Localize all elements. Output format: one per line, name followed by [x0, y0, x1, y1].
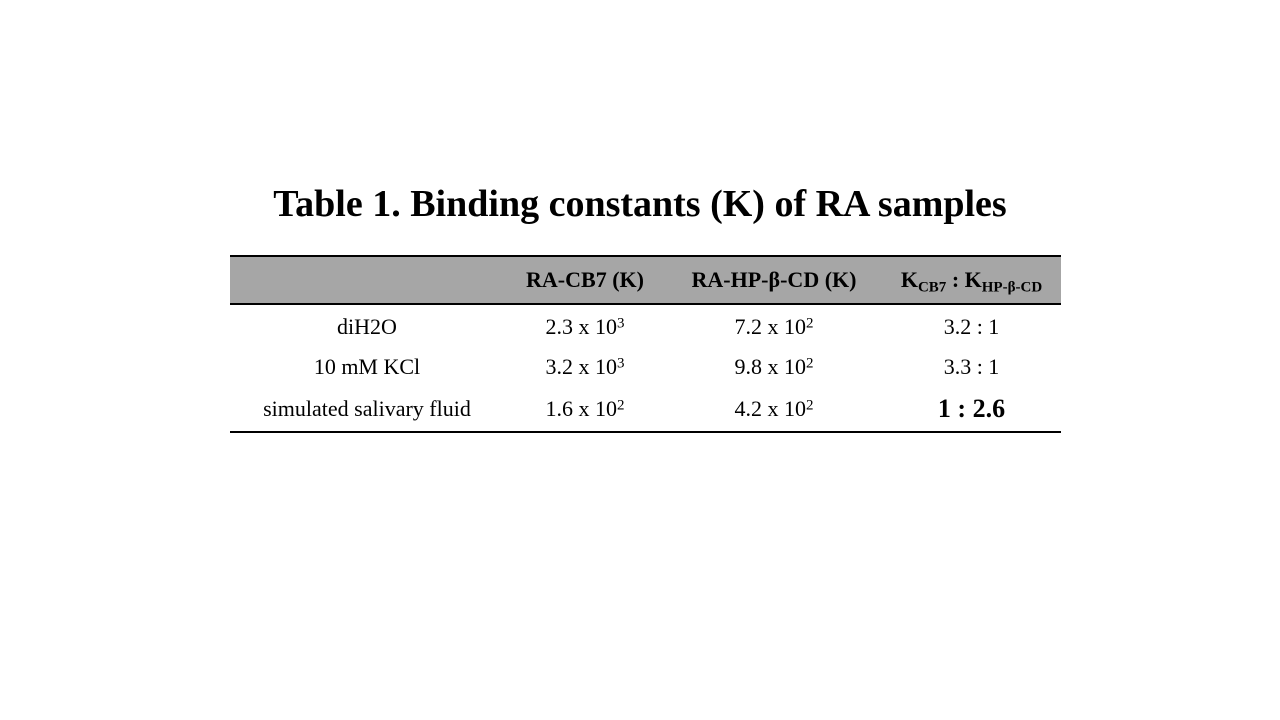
binding-constants-table	[230, 255, 1061, 433]
cb7-value-exponent: 3	[617, 355, 625, 372]
header-ra-hp-beta-cd: RA-HP-β-CD (K)	[666, 256, 882, 304]
header-ratio-k1: K	[900, 267, 918, 292]
cb7-value-exponent: 3	[617, 315, 625, 332]
hp-value-base: 4.2 x 10	[734, 396, 806, 421]
ratio-value: 3.2 : 1	[943, 314, 1000, 339]
row-label: simulated salivary fluid	[230, 387, 504, 432]
hp-value-exponent: 2	[806, 315, 814, 332]
hp-value-base: 7.2 x 10	[734, 314, 806, 339]
header-ratio-separator: :	[946, 267, 965, 292]
table-header	[230, 256, 1061, 304]
hp-value-exponent: 2	[806, 397, 814, 414]
header-ratio	[882, 256, 1061, 304]
header-ratio-k2-subscript: HP-β-CD	[981, 279, 1043, 296]
binding-constants-table-container	[230, 255, 1061, 433]
table-row	[230, 347, 1061, 387]
cb7-value	[504, 347, 666, 387]
table-row	[230, 304, 1061, 347]
hp-value	[666, 387, 882, 432]
header-ratio-k1-subscript: CB7	[917, 279, 947, 296]
ratio-value: 3.3 : 1	[943, 354, 1000, 379]
cb7-value-base: 1.6 x 10	[545, 396, 617, 421]
ratio-value-emphasized: 1 : 2.6	[882, 387, 1061, 432]
cb7-value	[504, 387, 666, 432]
header-row	[230, 256, 1061, 304]
cb7-value-exponent: 2	[617, 397, 625, 414]
row-label: diH2O	[337, 314, 397, 339]
cb7-value	[504, 304, 666, 347]
hp-value-base: 9.8 x 10	[734, 354, 806, 379]
hp-value	[666, 304, 882, 347]
header-ratio-k2: K	[964, 267, 982, 292]
table-row	[230, 387, 1061, 432]
hp-value	[666, 347, 882, 387]
cb7-value-base: 3.2 x 10	[545, 354, 617, 379]
table-title: Table 1. Binding constants (K) of RA samples	[273, 183, 1007, 225]
hp-value-exponent: 2	[806, 355, 814, 372]
row-label: 10 mM KCl	[313, 354, 421, 379]
header-ra-cb7: RA-CB7 (K)	[504, 256, 666, 304]
header-sample	[230, 256, 504, 304]
cb7-value-base: 2.3 x 10	[545, 314, 617, 339]
table-body	[230, 304, 1061, 432]
